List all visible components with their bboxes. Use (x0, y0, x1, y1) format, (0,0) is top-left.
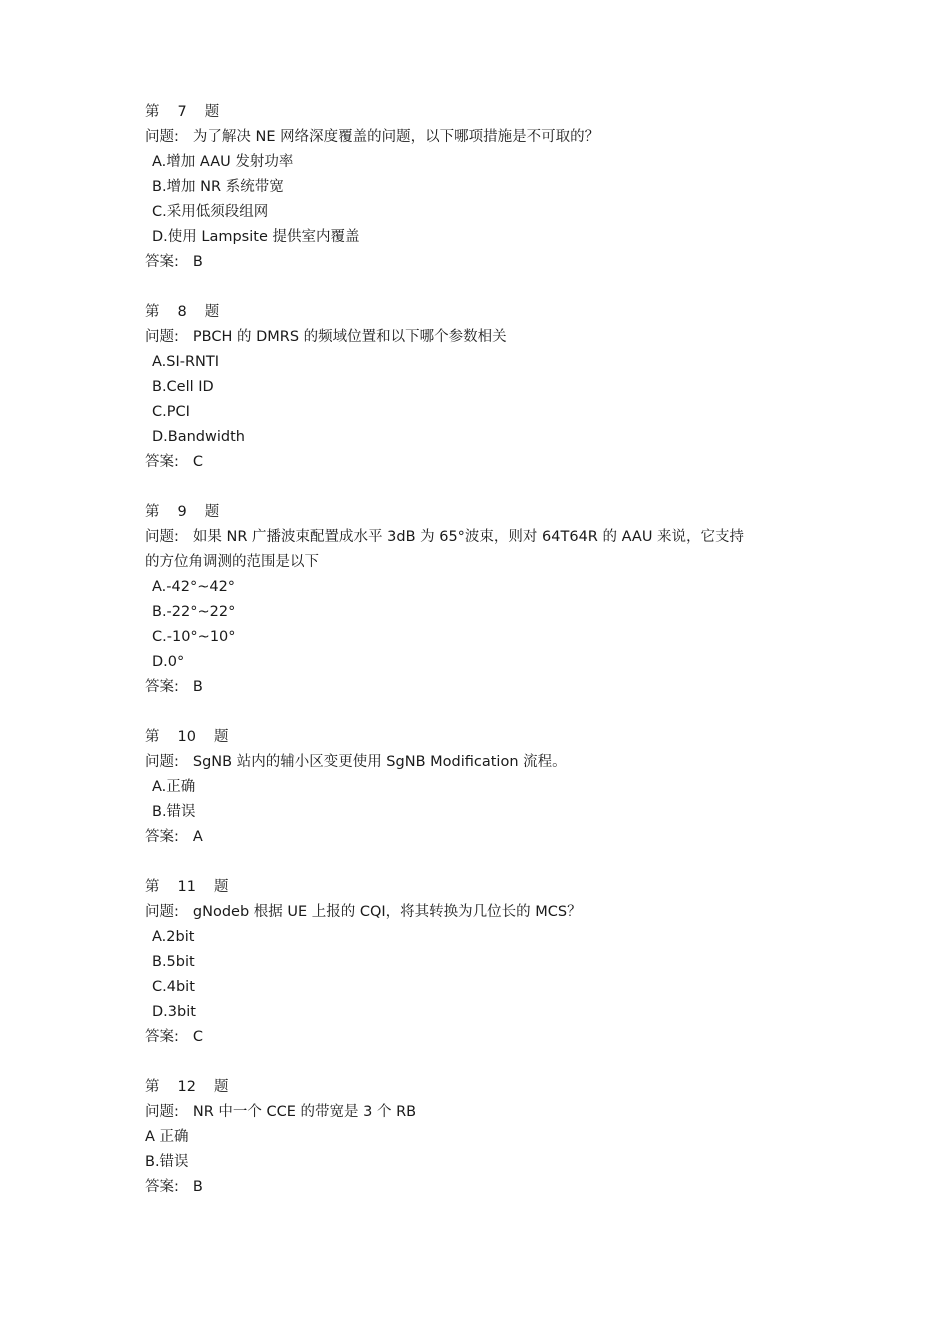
question-number: 7 (177, 104, 187, 120)
option-a: A.-42°~42° (152, 579, 236, 595)
question-body: PBCH 的 DMRS 的频域位置和以下哪个参数相关 (192, 329, 507, 345)
question-body: 如果 NR 广播波束配置成水平 3dB 为 65°波束，则对 64T64R 的 AAU 来说，它支持 (192, 529, 745, 545)
option-c: C.PCI (152, 404, 190, 420)
answer-value: B (192, 679, 203, 695)
option-d: D.0° (152, 654, 185, 670)
question-text (145, 525, 815, 550)
answer-value: B (192, 254, 203, 270)
title-suffix: 题 (204, 104, 220, 120)
title-prefix: 第 (145, 729, 160, 745)
option-c: C.采用低须段组网 (152, 204, 269, 220)
title-suffix: 题 (204, 504, 220, 520)
question-label: 问题: (145, 1104, 179, 1120)
question-block (145, 1075, 815, 1200)
question-body: 为了解决 NE 网络深度覆盖的问题，以下哪项措施是不可取的？ (192, 129, 600, 145)
option-d: D.Bandwidth (152, 429, 245, 445)
question-body: SgNB 站内的辅小区变更使用 SgNB Modification 流程。 (192, 754, 567, 770)
title-prefix: 第 (145, 879, 160, 895)
title-prefix: 第 (145, 304, 160, 320)
question-number: 9 (177, 504, 187, 520)
answer-value: C (192, 1029, 204, 1045)
question-label: 问题: (145, 904, 179, 920)
question-number: 11 (177, 879, 196, 895)
answer-label: 答案: (145, 1179, 179, 1195)
title-suffix: 题 (213, 879, 229, 895)
option-a: A.2bit (152, 929, 195, 945)
answer-line (145, 450, 815, 475)
answer-value: C (192, 454, 204, 470)
question-title (145, 875, 815, 900)
option-c: C.-10°~10° (152, 629, 236, 645)
answer-label: 答案: (145, 454, 179, 470)
question-block (145, 725, 815, 850)
question-body-continued: 的方位角调测的范围是以下 (145, 554, 319, 570)
answer-value: A (192, 829, 203, 845)
option-b: B.Cell ID (152, 379, 214, 395)
question-title (145, 100, 815, 125)
question-text (145, 325, 815, 350)
question-block (145, 875, 815, 1050)
option-a: A.SI-RNTI (152, 354, 220, 370)
title-prefix: 第 (145, 1079, 160, 1095)
option-b: B.错误 (152, 804, 196, 820)
answer-label: 答案: (145, 829, 179, 845)
question-label: 问题: (145, 754, 179, 770)
title-prefix: 第 (145, 504, 160, 520)
option-a: A.增加 AAU 发射功率 (152, 154, 294, 170)
option-c: C.4bit (152, 979, 195, 995)
question-text (145, 750, 815, 775)
question-number: 12 (177, 1079, 196, 1095)
question-block (145, 100, 815, 275)
question-text (145, 1100, 815, 1125)
title-suffix: 题 (204, 304, 220, 320)
answer-label: 答案: (145, 1029, 179, 1045)
option-a: A.正确 (152, 779, 196, 795)
question-block (145, 500, 815, 700)
answer-value: B (192, 1179, 203, 1195)
option-b: B.-22°~22° (152, 604, 236, 620)
question-title (145, 725, 815, 750)
option-a: A 正确 (145, 1129, 189, 1145)
question-number: 10 (177, 729, 196, 745)
option-d: D.3bit (152, 1004, 196, 1020)
question-label: 问题: (145, 129, 179, 145)
answer-line (145, 675, 815, 700)
question-label: 问题: (145, 329, 179, 345)
title-prefix: 第 (145, 104, 160, 120)
option-b: B.错误 (145, 1154, 189, 1170)
title-suffix: 题 (213, 1079, 229, 1095)
question-block (145, 300, 815, 475)
question-label: 问题: (145, 529, 179, 545)
option-b: B.增加 NR 系统带宽 (152, 179, 284, 195)
title-suffix: 题 (213, 729, 229, 745)
answer-line (145, 250, 815, 275)
question-number: 8 (177, 304, 187, 320)
question-text (145, 125, 815, 150)
answer-line (145, 1175, 815, 1200)
question-body: gNodeb 根据 UE 上报的 CQI，将其转换为几位长的 MCS？ (192, 904, 582, 920)
question-title (145, 300, 815, 325)
question-title (145, 500, 815, 525)
answer-label: 答案: (145, 254, 179, 270)
answer-line (145, 825, 815, 850)
answer-label: 答案: (145, 679, 179, 695)
document-page (145, 100, 815, 1200)
question-title (145, 1075, 815, 1100)
option-b: B.5bit (152, 954, 195, 970)
question-text (145, 900, 815, 925)
answer-line (145, 1025, 815, 1050)
question-body: NR 中一个 CCE 的带宽是 3 个 RB (192, 1104, 417, 1120)
option-d: D.使用 Lampsite 提供室内覆盖 (152, 229, 360, 245)
